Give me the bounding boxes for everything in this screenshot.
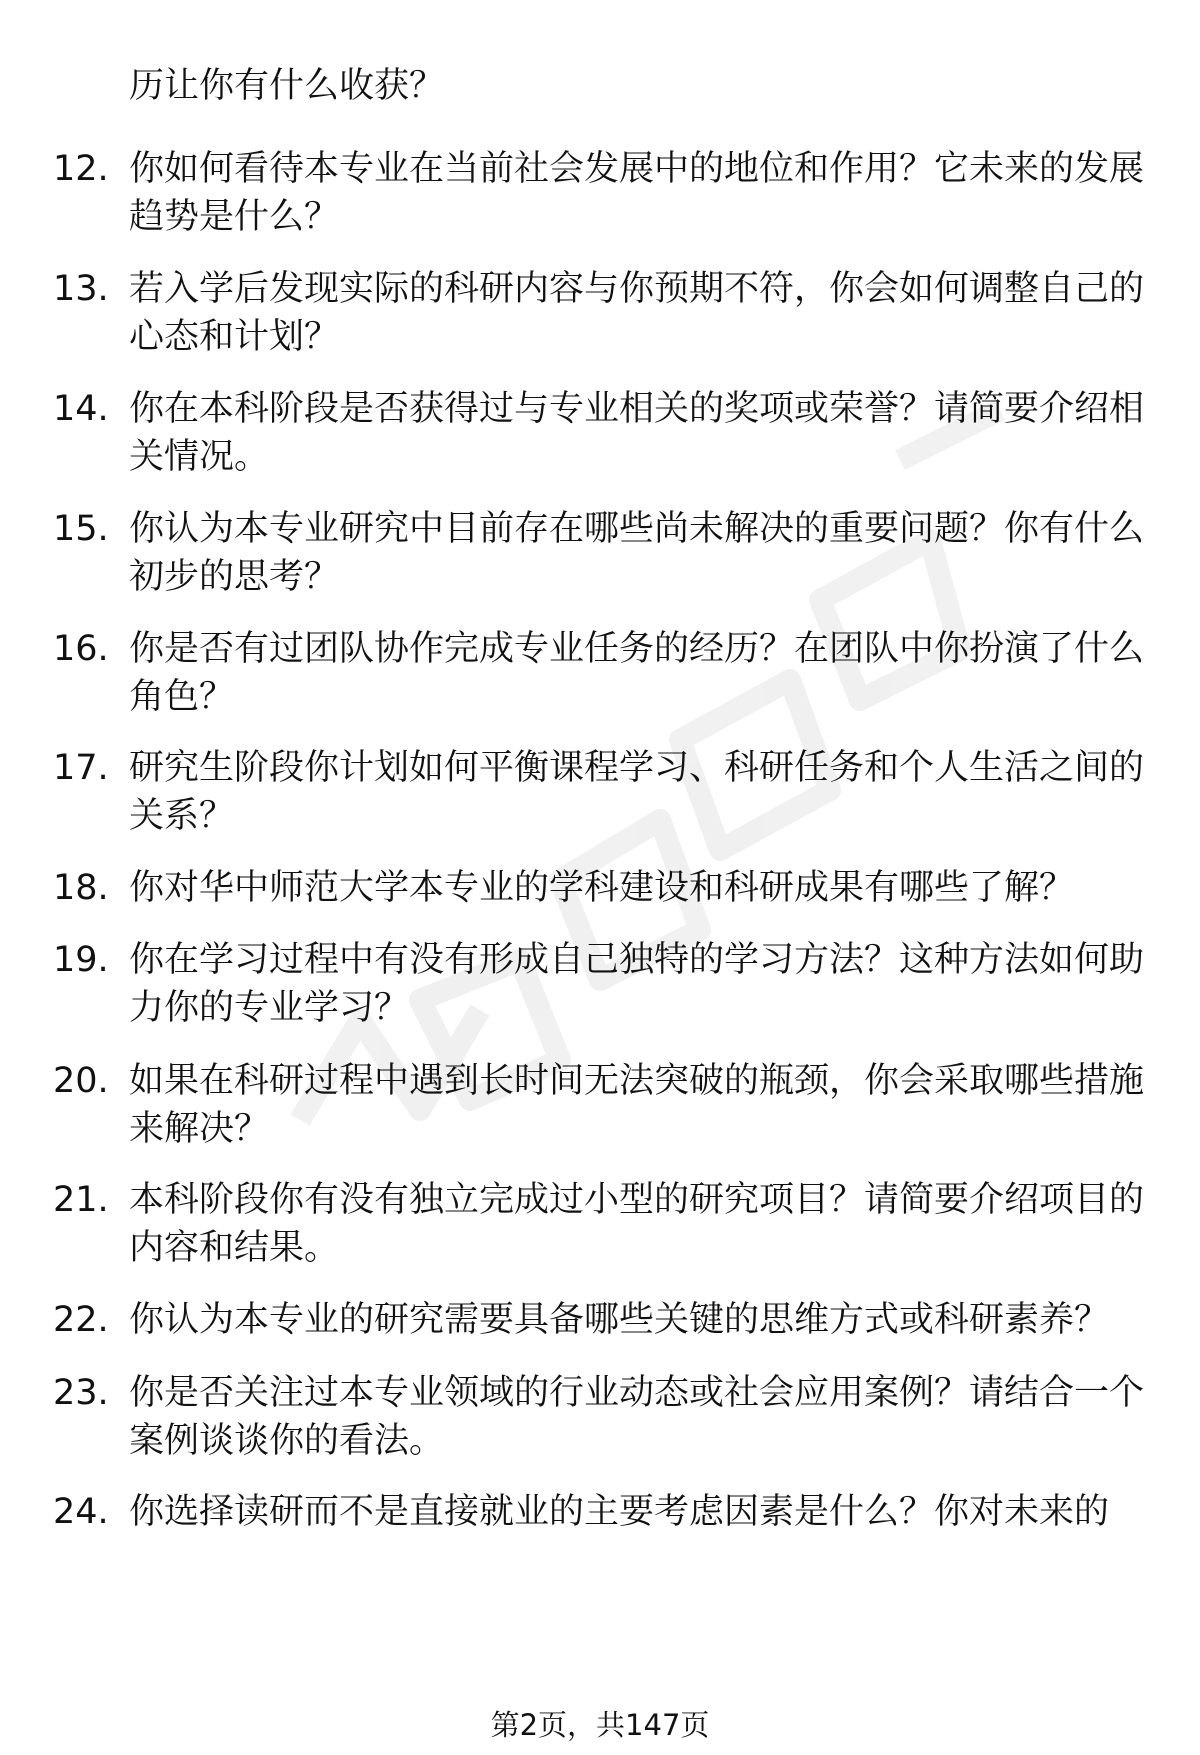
question-text: 你如何看待本专业在当前社会发展中的地位和作用？它未来的发展趋势是什么？ [129,149,1145,237]
question-number: 14. [53,389,109,429]
question-number: 12. [53,149,109,189]
question-number: 17. [53,748,109,788]
question-text: 你认为本专业研究中目前存在哪些尚未解决的重要问题？你有什么初步的思考？ [129,509,1145,597]
question-number: 19. [53,940,109,980]
question-text: 你对华中师范大学本专业的学科建设和科研成果有哪些了解？ [129,868,1075,908]
question-text: 研究生阶段你计划如何平衡课程学习、科研任务和个人生活之间的关系？ [129,748,1145,836]
question-text: 如果在科研过程中遇到长时间无法突破的瓶颈，你会采取哪些措施来解决？ [129,1061,1145,1149]
question-text: 你是否关注过本专业领域的行业动态或社会应用案例？请结合一个案例谈谈你的看法。 [129,1373,1145,1461]
question-text: 本科阶段你有没有独立完成过小型的研究项目？请简要介绍项目的内容和结果。 [129,1180,1145,1268]
question-text: 你认为本专业的研究需要具备哪些关键的思维方式或科研素养？ [129,1300,1110,1340]
question-text: 你是否有过团队协作完成专业任务的经历？在团队中你扮演了什么角色？ [129,629,1145,717]
question-number: 21. [53,1180,109,1220]
question-number: 13. [53,269,109,309]
question-text: 你选择读研而不是直接就业的主要考虑因素是什么？你对未来的 [129,1492,1110,1532]
question-number: 22. [53,1300,109,1340]
question-number: 18. [53,868,109,908]
question-number: 20. [53,1061,109,1101]
question-number: 24. [53,1492,109,1532]
question-number: 23. [53,1373,109,1413]
question-number: 16. [53,629,109,669]
intro-continuation-text: 历让你有什么收获？ [129,66,445,106]
question-text: 你在学习过程中有没有形成自己独特的学习方法？这种方法如何助力你的专业学习？ [129,940,1145,1028]
page-number-footer: 第2页，共147页 [490,1708,710,1742]
question-number: 15. [53,509,109,549]
question-text: 你在本科阶段是否获得过与专业相关的奖项或荣誉？请简要介绍相关情况。 [129,389,1145,477]
question-text: 若入学后发现实际的科研内容与你预期不符，你会如何调整自己的心态和计划？ [129,269,1145,357]
